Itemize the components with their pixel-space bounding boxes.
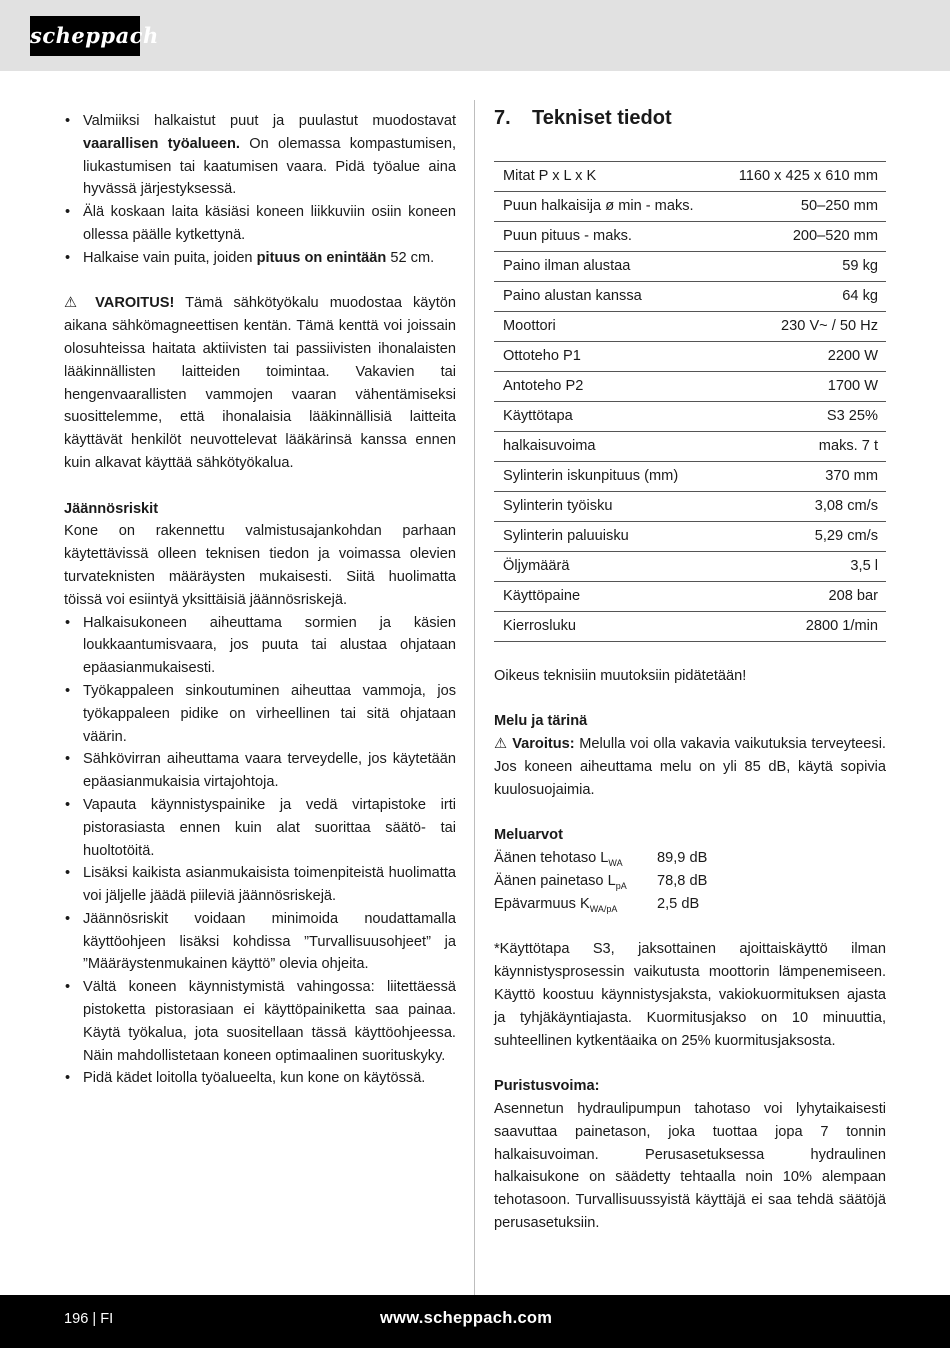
spec-value: 1700 W <box>718 372 886 402</box>
spec-label: Sylinterin iskunpituus (mm) <box>494 462 718 492</box>
spec-label: Puun pituus - maks. <box>494 222 718 252</box>
list-item: • Älä koskaan laita käsiäsi koneen liikkuviin osiin koneen ollessa päälle kytkettynä. <box>64 201 456 247</box>
list-item: • Halkaise vain puita, joiden pituus on enintään 52 cm. <box>64 247 456 270</box>
spec-row <box>494 522 886 552</box>
spec-label: Mitat P x L x K <box>494 162 718 192</box>
list-item: • Vapauta käynnistyspainike ja vedä virtapistoke irti pistorasiasta ennen kuin alat suorittaa säätö- tai huoltotöitä. <box>64 794 456 862</box>
spec-label: Puun halkaisija ø min - maks. <box>494 192 718 222</box>
spec-label: Ottoteho P1 <box>494 342 718 372</box>
list-item: • Vältä koneen käynnistymistä vahingossa: liitettäessä pistoketta pistorasiaan ei käyttöpainiketta saa painaa. Käytä työkalua, jota suositellaan tässä käyttöohjeessa. Näin mahdollistetaan koneen optimaalinen suorituskyky. <box>64 976 456 1067</box>
spec-row <box>494 372 886 402</box>
warning-icon: ⚠ <box>494 736 508 753</box>
spec-label: Moottori <box>494 312 718 342</box>
right-column <box>494 104 886 1235</box>
spec-label: Paino alustan kanssa <box>494 282 718 312</box>
spec-row <box>494 552 886 582</box>
left-column <box>64 110 456 1090</box>
scheppach-logo: scheppach <box>30 16 140 56</box>
spec-value: 50–250 mm <box>718 192 886 222</box>
list-item: • Työkappaleen sinkoutuminen aiheuttaa vammoja, jos työkappaleen pidike on virheellinen tai sitä ohjataan väärin. <box>64 680 456 748</box>
table-row: Äänen painetaso $L_{pA}$ 78,8 dB <box>494 872 708 891</box>
spec-row <box>494 222 886 252</box>
spec-value: 1160 x 425 x 610 mm <box>718 162 886 192</box>
spec-row <box>494 252 886 282</box>
spec-label: Öljymäärä <box>494 552 718 582</box>
residual-risks-list <box>64 612 456 1091</box>
spec-row <box>494 342 886 372</box>
spec-value: 3,5 l <box>718 552 886 582</box>
noise-values-table <box>494 847 707 915</box>
spec-value: 2200 W <box>718 342 886 372</box>
spec-row <box>494 402 886 432</box>
spec-row <box>494 432 886 462</box>
spec-value: maks. 7 t <box>718 432 886 462</box>
spec-label: Antoteho P2 <box>494 372 718 402</box>
page-number: 196 | FI <box>64 1311 114 1327</box>
warning-icon: ⚠ <box>64 295 85 312</box>
spec-label: Kierrosluku <box>494 612 718 642</box>
list-item: • Halkaisukoneen aiheuttama sormien ja käsien loukkaantumisvaara, jos puuta tai alustaa ohjataan epäasianmukaisesti. <box>64 612 456 680</box>
list-item: • Lisäksi kaikista asianmukaisista toimenpiteistä huolimatta voi jäljelle jäädä piileviä jäännösriskejä. <box>64 862 456 908</box>
spec-value: S3 25% <box>718 402 886 432</box>
noise-heading: Melu ja tärinä <box>494 713 588 730</box>
spec-label: halkaisuvoima <box>494 432 718 462</box>
residual-risks-heading: Jäännösriskit <box>64 500 159 517</box>
warning-label: VAROITUS! <box>95 295 175 312</box>
footer-bar <box>0 1295 950 1348</box>
spec-label: Käyttöpaine <box>494 582 718 612</box>
spec-value: 370 mm <box>718 462 886 492</box>
section-title: 7. Tekniset tiedot <box>494 107 672 129</box>
spec-label: Sylinterin paluuisku <box>494 522 718 552</box>
spec-value: 2800 1/min <box>718 612 886 642</box>
spec-row <box>494 282 886 312</box>
spec-row <box>494 582 886 612</box>
header-bar <box>0 0 950 71</box>
changes-note: Oikeus teknisiin muutoksiin pidätetään! <box>494 667 747 684</box>
spec-value: 200–520 mm <box>718 222 886 252</box>
spec-value: 3,08 cm/s <box>718 492 886 522</box>
website-link[interactable]: www.scheppach.com <box>380 1309 553 1327</box>
residual-risks-intro: Kone on rakennettu valmistusajankohdan parhaan käytettävissä olleen teknisen tiedon ja voimassa olevien turvateknisten määräysten mukaisesti. Siitä huolimatta töissä voi esiintyä yksittäisiä jäännösriskejä. <box>64 523 456 608</box>
splitting-force-text: Asennetun hydraulipumpun tahotaso voi lyhytaikaisesti saavuttaa painetason, joka tuottaa jopa 7 tonnin halkaisuvoiman. Perusasetuksessa hydraulinen halkaisukone on säädetty tehtaalla noin 10% alempaan tehotasoon. Turvallisuussyistä käyttäjä ei saa tehdä säätöjä perusasetuksiin. <box>494 1100 886 1231</box>
spec-label: Paino ilman alustaa <box>494 252 718 282</box>
spec-row <box>494 312 886 342</box>
list-item: • Sähkövirran aiheuttama vaara terveydelle, jos käytetään epäasianmukaisia virtajohtoja. <box>64 748 456 794</box>
spec-value: 230 V~ / 50 Hz <box>718 312 886 342</box>
spec-row <box>494 612 886 642</box>
tech-specs-table <box>494 161 886 642</box>
spec-label: Käyttötapa <box>494 402 718 432</box>
emf-warning: ⚠ VAROITUS! Tämä sähkötyökalu muodostaa käytön aikana sähkömagneettisen kentän. Tämä kenttä voi joissain olosuhteissa haitata aktiivisten tai passiivisten ihonalaisten lääkinnällisten laitteiden toimintaa. Vakavien tai hengenvaarallisten vammojen vaaran vähentämiseksi suosittelemme, että ihonalaisia lääkinnällisiä laitteita käyttävät henkilöt neuvottelevat lääkärinsä kanssa ennen kuin alkavat käyttää sähkötyökalua. <box>64 295 456 471</box>
spec-value: 59 kg <box>718 252 886 282</box>
splitting-force-heading: Puristusvoima: <box>494 1078 600 1095</box>
warning-label: Varoitus: <box>512 736 575 753</box>
table-row: Äänen tehotaso $L_{WA}$ 89,9 dB <box>494 850 708 869</box>
noise-warning: ⚠ Varoitus: Melulla voi olla vakavia vaikutuksia terveyteesi. Jos koneen aiheuttama melu on yli 85 dB, käytä sopivia kuulosuojaimia. <box>494 736 886 798</box>
noise-values-heading: Meluarvot <box>494 827 563 844</box>
safety-bullet-list <box>64 110 456 270</box>
spec-row <box>494 192 886 222</box>
spec-value: 5,29 cm/s <box>718 522 886 552</box>
duty-cycle-note: *Käyttötapa S3, jaksottainen ajoittaiskäyttö ilman käynnistysprosessin vaikutusta moottorin lämpenemiseen. Käyttö koostuu käynnistysjaksta, vakiokuormituksen ajasta ja tyhjäkäyntiajasta. Kuormitusjakso on 10 minuuttia, suhteellinen kytkentäaika on 25% kuormitusjaksosta. <box>494 941 886 1049</box>
spec-label: Sylinterin työisku <box>494 492 718 522</box>
table-row: Epävarmuus $K_{WA/pA}$ 2,5 dB <box>494 895 700 914</box>
spec-value: 208 bar <box>718 582 886 612</box>
list-item: • Valmiiksi halkaistut puut ja puulastut muodostavat vaarallisen työalueen. On olemassa kompastumisen, liukastumisen tai kaatumisen vaara. Pidä työalue aina hyvässä järjestyksessä. <box>64 110 456 201</box>
spec-row <box>494 162 886 192</box>
list-item: • Pidä kädet loitolla työalueelta, kun kone on käytössä. <box>64 1067 456 1090</box>
spec-value: 64 kg <box>718 282 886 312</box>
column-divider <box>474 100 475 1295</box>
list-item: • Jäännösriskit voidaan minimoida noudattamalla käyttöohjeen lisäksi kohdissa ”Turvallisuusohjeet” ja ”Määräystenmukainen käyttö” olevia ohjeita. <box>64 908 456 976</box>
spec-row <box>494 462 886 492</box>
spec-row <box>494 492 886 522</box>
